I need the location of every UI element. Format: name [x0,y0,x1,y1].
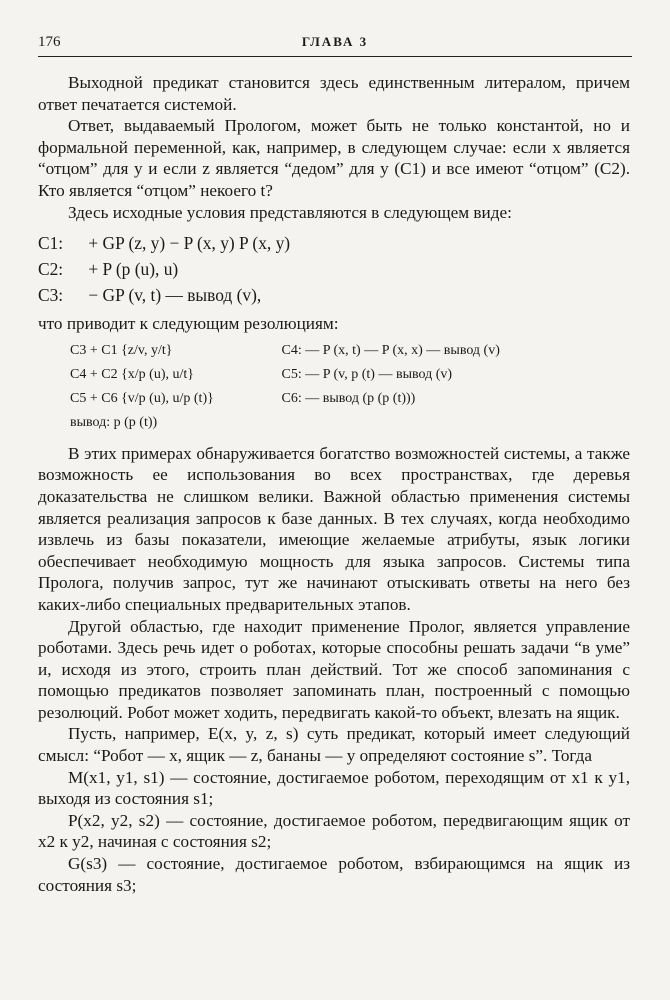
paragraph: G(s3) — состояние, достигаемое роботом, взбирающимся на ящик из состояния s3; [38,854,630,895]
formula-block [38,230,630,308]
resolution-result: C5: — P (v, p (t) — вывод (v) [281,366,453,382]
page-header [38,34,632,57]
formula-expression: − GP (v, t) — вывод (v), [88,285,262,306]
page-number: 176 [38,34,61,50]
spacer [38,435,630,443]
resolution-step: C3 + C1 {z/v, y/t} [70,342,173,358]
paragraph: P(x2, y2, s2) — состояние, достигаемое роботом, передвигающим ящик от x2 к y2, начиная с состояния s2; [38,810,630,852]
formula-c2 [38,256,630,282]
resolution-result: C6: — вывод (p (p (t))) [281,390,416,406]
formula-expression: + GP (z, y) − P (x, y) P (x, y) [88,233,291,254]
paragraph: Выходной предикат становится здесь единственным литералом, причем ответ печатается системой. [38,73,630,114]
paragraph: Здесь исходные условия представляются в следующем виде: [68,202,512,222]
resolution-step: C4 + C2 {x/p (u), u/t} [70,366,195,382]
formula-expression: + P (p (u), u) [88,259,179,280]
page-body [38,72,630,896]
resolution-step: вывод: p (p (t)) [70,414,158,430]
resolution-row [70,411,630,435]
resolution-row [70,387,630,411]
paragraph: что приводит к следующим резолюциям: [38,314,339,334]
formula-c1 [38,230,630,256]
formula-label: C3: [38,285,64,306]
paragraph: Ответ, выдаваемый Прологом, может быть не только константой, но и формальной переменной, как, например, в следующем случае: если x является “отцом” для y и если z является “дедом” для y (C1) и все имеют “отцом” (C2). Кто является “отцом” некоего t? [38,116,630,200]
formula-c3 [38,282,630,308]
paragraph: Пусть, например, E(x, y, z, s) суть предикат, который имеет следующий смысл: “Робот — x, ящик — z, бананы — y определяют состояние s”. Тогда [38,724,630,766]
paragraph: Другой областью, где находит применение Пролог, является управление роботами. Здесь речь идет о роботах, которые способны решать задачи “в уме” и, исходя из этого, строить план действий. Тот же способ запоминания с помощью предикатов позволяет запоминать план, построенный с помощью резолюций. Робот может ходить, передвигать какой-то объект, влезать на ящик. [38,616,630,722]
resolution-row [70,363,630,387]
resolution-row [70,339,630,363]
resolution-table [38,339,630,435]
formula-label: C1: [38,233,64,254]
formula-label: C2: [38,259,64,280]
running-head: ГЛАВА 3 [301,34,369,49]
paragraph: M(x1, y1, s1) — состояние, достигаемое роботом, переходящим от x1 к y1, выходя из состояния s1; [38,767,630,809]
resolution-step: C5 + C6 {v/p (u), u/p (t)} [70,390,214,406]
paragraph: В этих примерах обнаруживается богатство возможностей системы, а также возможность ее использования во всех пространствах, где деревья доказательства не слишком велики. Важной областью применения системы является реализация запросов к базе данных. В тех случаях, когда необходимо извлечь из базы показатели, имеющие желаемые атрибуты, язык логики обеспечивает необходимую мощность для языка запросов. Системы типа Пролога, получив запрос, тут же начинают отыскивать ответы на него без каких-либо специальных предварительных этапов. [38,443,630,614]
resolution-result: C4: — P (x, t) — P (x, x) — вывод (v) [281,342,500,358]
